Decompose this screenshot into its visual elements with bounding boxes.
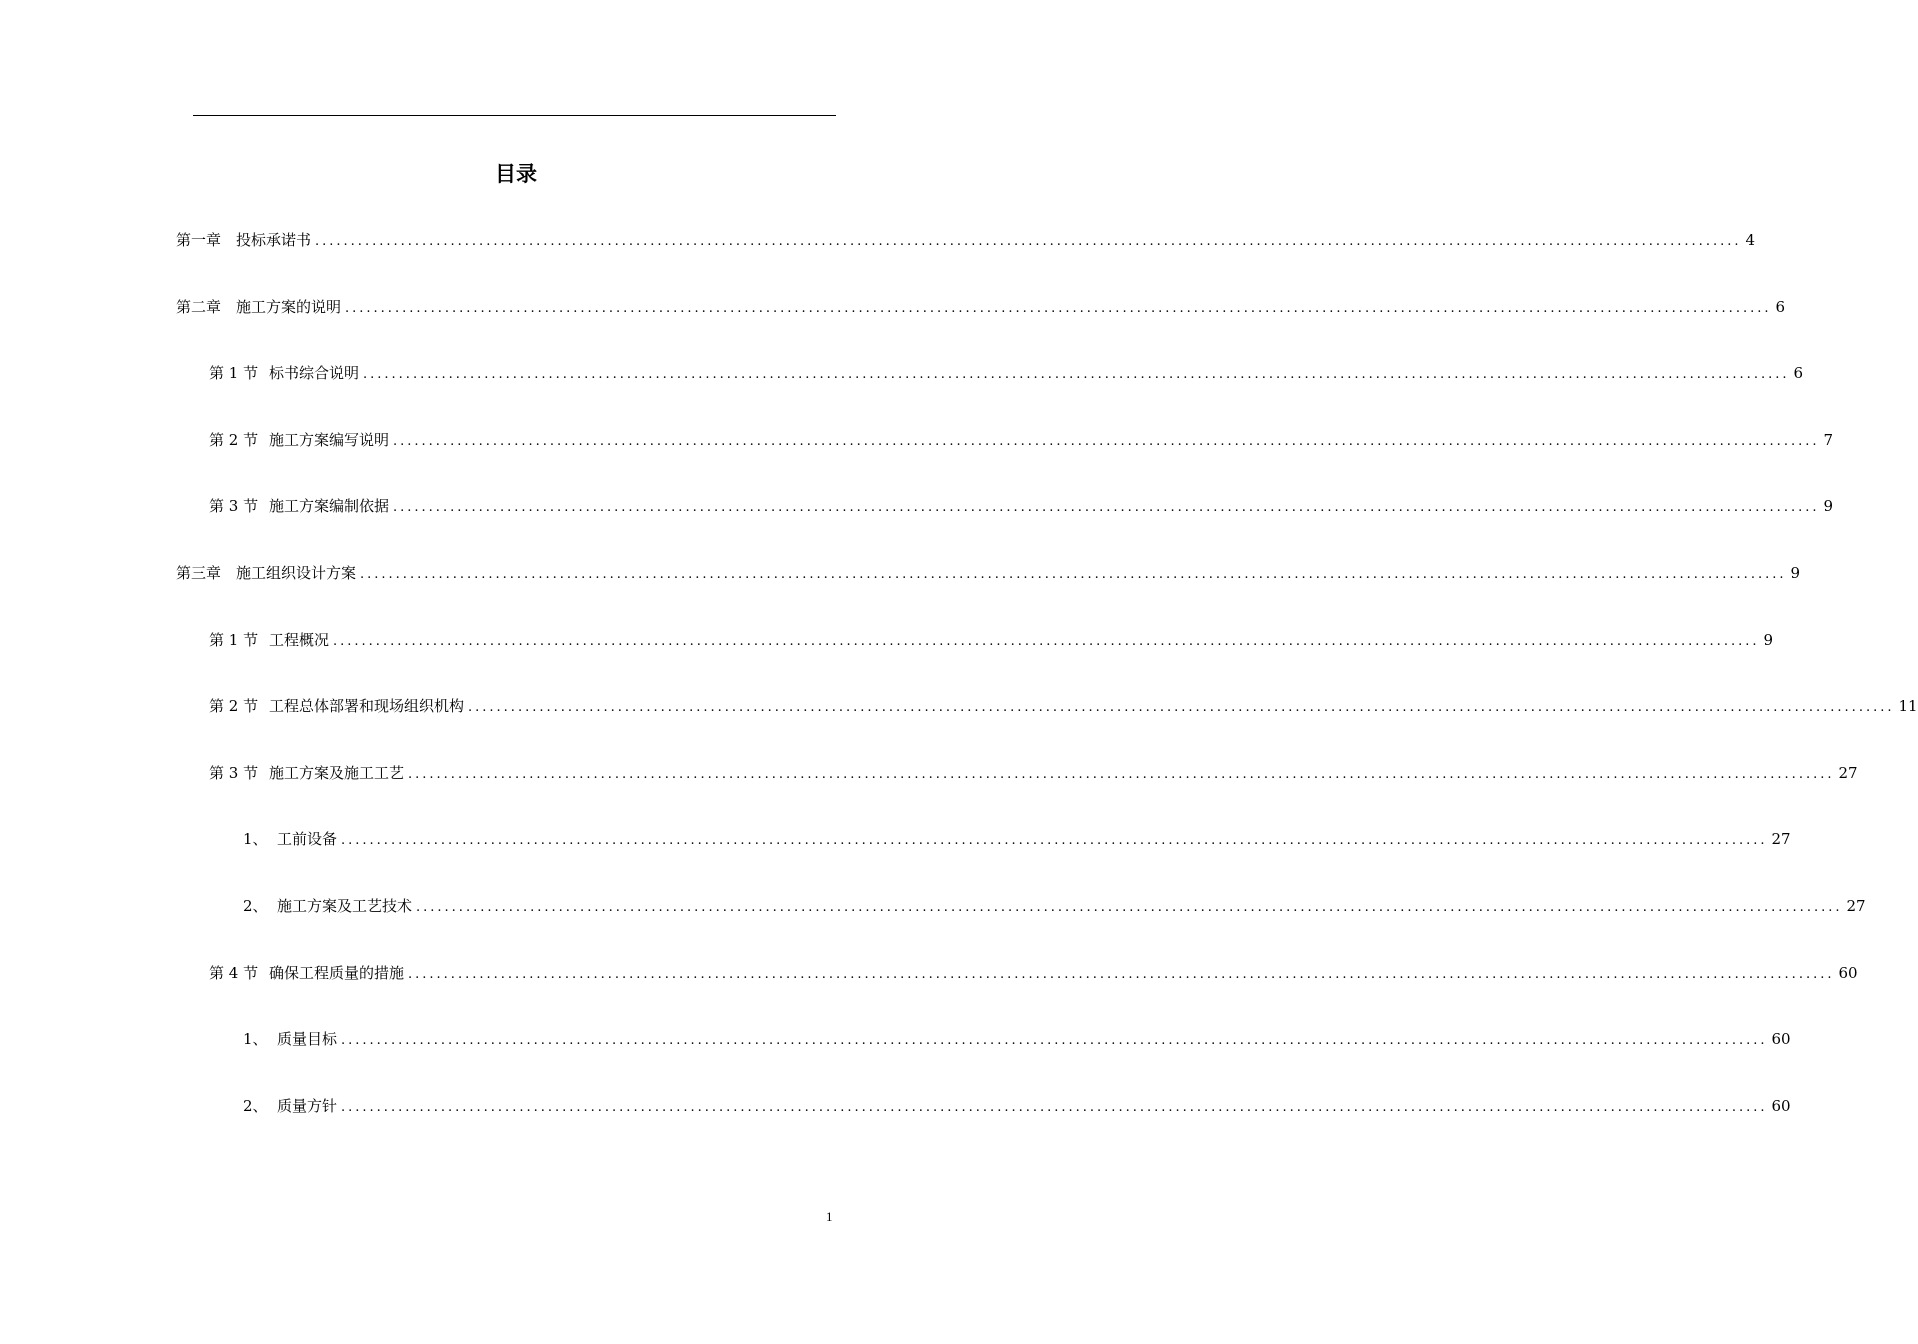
toc-entry-page: 60 (1838, 964, 1858, 982)
toc-entry[interactable] (243, 828, 1791, 850)
toc-entry-text: 工程概况 (269, 631, 330, 649)
toc-entry-page: 60 (1771, 1097, 1791, 1115)
toc-entry-number: 第 1 节 (209, 631, 259, 649)
toc-entry[interactable] (176, 296, 1786, 318)
toc-entry-page: 7 (1823, 431, 1834, 449)
toc-entry[interactable] (243, 1095, 1791, 1117)
toc-entry[interactable] (243, 1028, 1791, 1050)
toc-dot-leader: ........................................................................................................................................................................................................ (468, 700, 1895, 715)
toc-dot-leader: ........................................................................................................................................................................................................ (408, 967, 1835, 982)
page-number: 1 (826, 1209, 833, 1224)
toc-entry-text: 施工方案编制依据 (269, 497, 390, 515)
toc-entry-page: 4 (1745, 231, 1756, 249)
toc-entry[interactable] (209, 495, 1834, 517)
toc-entry-number: 第 4 节 (209, 964, 259, 982)
toc-entry-text: 施工方案的说明 (236, 298, 342, 316)
toc-entry-number: 第 2 节 (209, 697, 259, 715)
toc-entry[interactable] (209, 695, 1918, 717)
toc-entry[interactable] (209, 429, 1834, 451)
toc-entry-text: 投标承诺书 (236, 231, 312, 249)
toc-entry-number: 第 3 节 (209, 764, 259, 782)
toc-entry-text: 施工方案及工艺技术 (277, 897, 413, 915)
toc-entry[interactable] (209, 362, 1804, 384)
toc-entry-page: 27 (1846, 897, 1866, 915)
toc-entry-number: 第 3 节 (209, 497, 259, 515)
toc-entry-page: 27 (1771, 830, 1791, 848)
toc-dot-leader: ........................................................................................................................................................................................................ (341, 833, 1768, 848)
toc-entry[interactable] (176, 562, 1801, 584)
toc-entry-text: 施工方案及施工工艺 (269, 764, 405, 782)
toc-entry-number: 第二章 (176, 298, 222, 316)
toc-entry-number: 1、 (243, 830, 268, 848)
toc-entry-number: 第一章 (176, 231, 222, 249)
toc-entry-text: 施工组织设计方案 (236, 564, 357, 582)
toc-entry-page: 11 (1898, 697, 1918, 715)
toc-entry[interactable] (176, 229, 1756, 251)
toc-entry-number: 1、 (243, 1030, 268, 1048)
toc-entry-number: 2、 (243, 1097, 268, 1115)
toc-dot-leader: ........................................................................................................................................................................................................ (393, 500, 1820, 515)
toc-entry-page: 9 (1763, 631, 1774, 649)
toc-dot-leader: ........................................................................................................................................................................................................ (393, 434, 1820, 449)
toc-entry-number: 第 2 节 (209, 431, 259, 449)
toc-entry-page: 9 (1823, 497, 1834, 515)
toc-dot-leader: ........................................................................................................................................................................................................ (341, 1033, 1768, 1048)
toc-entry-number: 第三章 (176, 564, 222, 582)
toc-entry-number: 2、 (243, 897, 268, 915)
toc-entry-text: 工前设备 (277, 830, 338, 848)
toc-dot-leader: ........................................................................................................................................................................................................ (360, 567, 1787, 582)
toc-entry[interactable] (209, 762, 1858, 784)
toc-dot-leader: ........................................................................................................................................................................................................ (416, 900, 1843, 915)
toc-entry-page: 60 (1771, 1030, 1791, 1048)
toc-entry-page: 6 (1775, 298, 1786, 316)
toc-entry-text: 质量目标 (277, 1030, 338, 1048)
toc-entry-page: 6 (1793, 364, 1804, 382)
toc-dot-leader: ........................................................................................................................................................................................................ (408, 767, 1835, 782)
toc-dot-leader: ........................................................................................................................................................................................................ (341, 1100, 1768, 1115)
toc-entry-text: 质量方针 (277, 1097, 338, 1115)
toc-entry-text: 工程总体部署和现场组织机构 (269, 697, 465, 715)
toc-entry-page: 27 (1838, 764, 1858, 782)
toc-entry[interactable] (243, 895, 1866, 917)
toc-entry-number: 第 1 节 (209, 364, 259, 382)
toc-dot-leader: ........................................................................................................................................................................................................ (345, 301, 1772, 316)
toc-entry-text: 确保工程质量的措施 (269, 964, 405, 982)
toc-title: 目录 (495, 162, 537, 186)
toc-entry-text: 标书综合说明 (269, 364, 360, 382)
toc-entry[interactable] (209, 962, 1858, 984)
toc-dot-leader: ........................................................................................................................................................................................................ (363, 367, 1790, 382)
toc-dot-leader: ........................................................................................................................................................................................................ (315, 234, 1742, 249)
toc-entry[interactable] (209, 629, 1774, 651)
toc-entry-page: 9 (1790, 564, 1801, 582)
toc-entry-text: 施工方案编写说明 (269, 431, 390, 449)
toc-dot-leader: ........................................................................................................................................................................................................ (333, 634, 1760, 649)
